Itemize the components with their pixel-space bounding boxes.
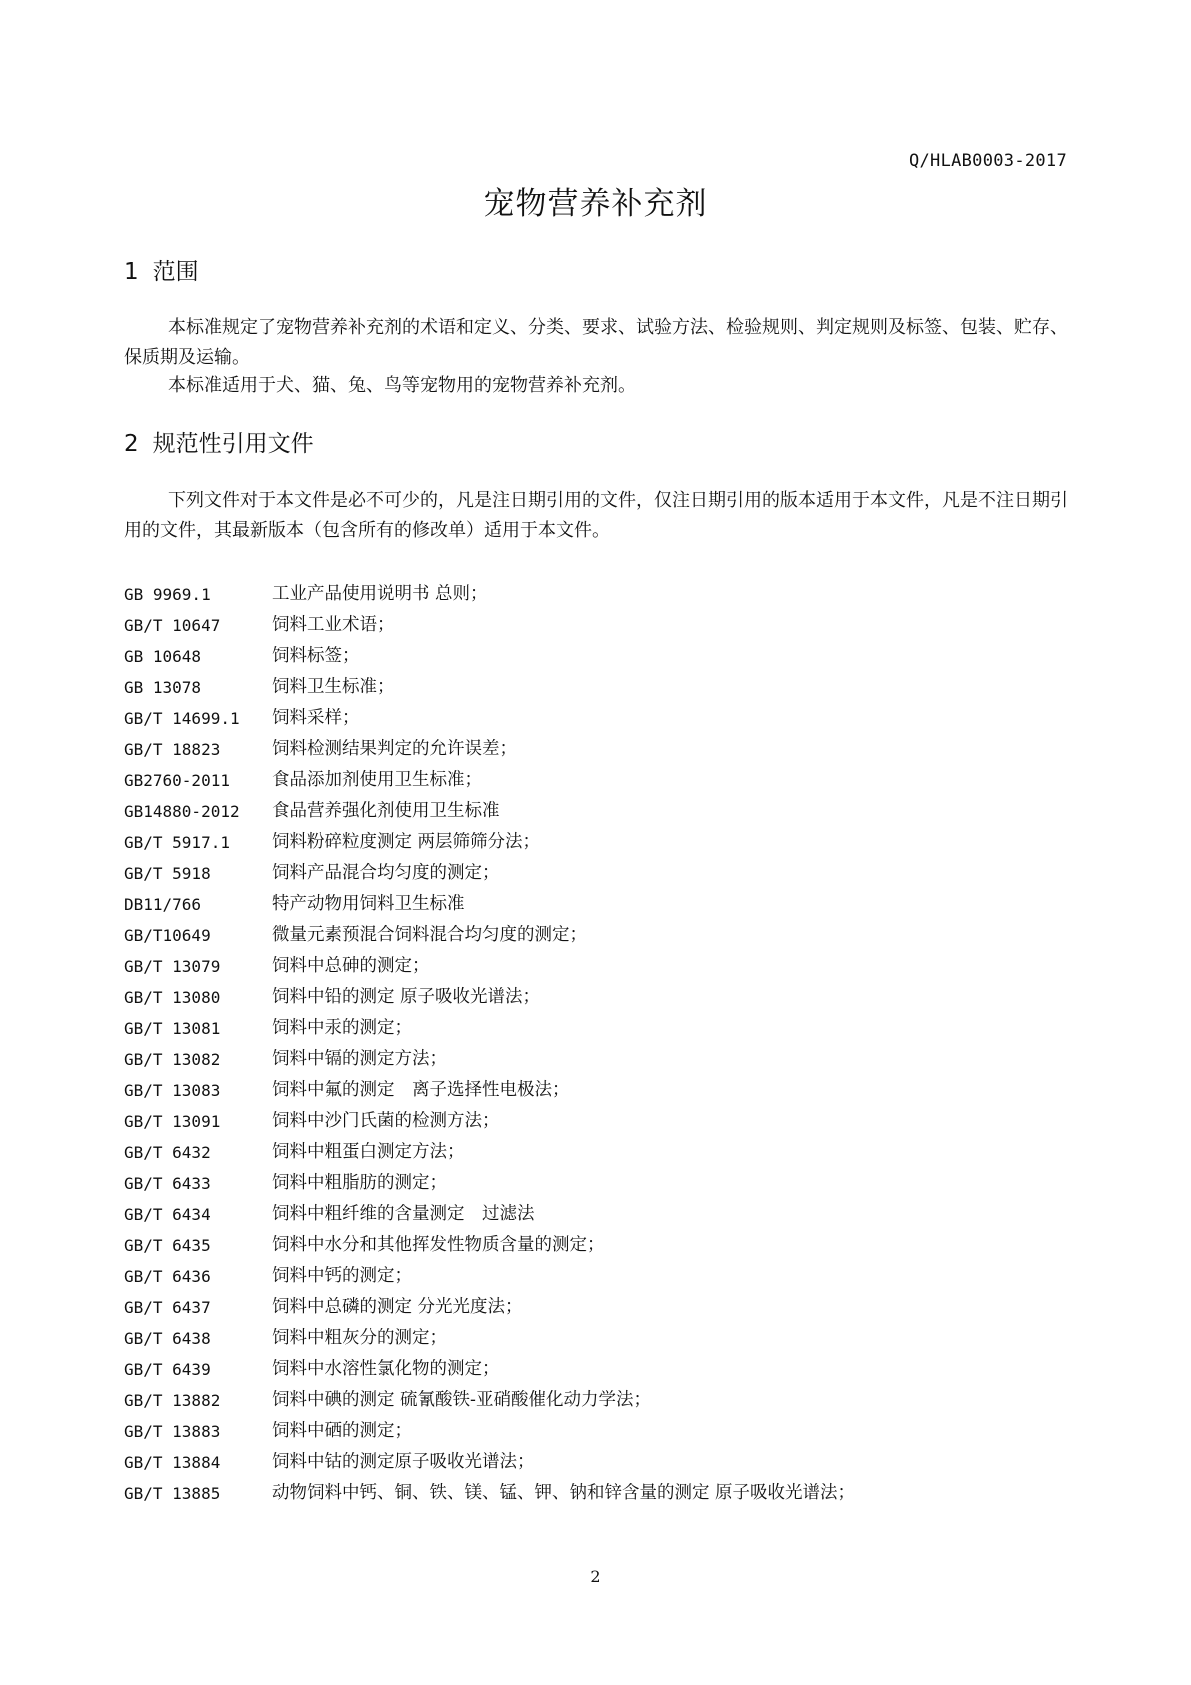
reference-item <box>124 1106 1084 1137</box>
reference-code: GB/T 13882 <box>124 1391 221 1410</box>
reference-item <box>124 579 1084 610</box>
reference-item <box>124 734 1084 765</box>
reference-title: 饲料中总磷的测定 分光光度法； <box>272 1297 523 1317</box>
section-heading-normative-references <box>124 425 314 458</box>
reference-item <box>124 1230 1084 1261</box>
reference-item <box>124 1385 1084 1416</box>
reference-code: GB/T 6434 <box>124 1205 211 1224</box>
reference-code: GB/T 5917.1 <box>124 833 230 852</box>
reference-item <box>124 1354 1084 1385</box>
reference-code: GB/T 6438 <box>124 1329 211 1348</box>
reference-title: 饲料中硒的测定； <box>272 1421 412 1441</box>
page-number: 2 <box>590 1567 601 1586</box>
reference-code: GB/T 13079 <box>124 957 221 976</box>
reference-item <box>124 641 1084 672</box>
reference-code: GB 9969.1 <box>124 585 211 604</box>
reference-item <box>124 951 1084 982</box>
section-heading-scope <box>124 253 199 286</box>
reference-title: 饲料中铅的测定 原子吸收光谱法； <box>272 987 541 1007</box>
reference-title: 饲料中汞的测定； <box>272 1018 412 1038</box>
reference-code: GB/T10649 <box>124 926 211 945</box>
reference-title: 饲料中沙门氏菌的检测方法； <box>272 1111 500 1131</box>
reference-title: 食品营养强化剂使用卫生标准 <box>272 801 500 821</box>
reference-item <box>124 920 1084 951</box>
reference-title: 饲料检测结果判定的允许误差； <box>272 739 517 759</box>
reference-code: GB/T 5918 <box>124 864 211 883</box>
reference-code: GB/T 13091 <box>124 1112 221 1131</box>
reference-title: 饲料中碘的测定 硫氰酸铁-亚硝酸催化动力学法； <box>272 1390 651 1410</box>
reference-item <box>124 982 1084 1013</box>
reference-title: 动物饲料中钙、铜、铁、镁、锰、钾、钠和锌含量的测定 原子吸收光谱法； <box>272 1483 856 1503</box>
reference-title: 饲料中粗灰分的测定； <box>272 1328 447 1348</box>
reference-code: GB/T 13083 <box>124 1081 221 1100</box>
reference-title: 食品添加剂使用卫生标准； <box>272 770 482 790</box>
reference-title: 饲料工业术语； <box>272 615 395 635</box>
reference-title: 工业产品使用说明书 总则； <box>272 584 488 604</box>
reference-code: GB 10648 <box>124 647 202 666</box>
reference-title: 饲料粉碎粒度测定 两层筛筛分法； <box>272 832 541 852</box>
reference-title: 饲料卫生标准； <box>272 677 395 697</box>
reference-code: GB/T 13885 <box>124 1484 221 1503</box>
reference-title: 饲料中水溶性氯化物的测定； <box>272 1359 500 1379</box>
reference-title: 饲料产品混合均匀度的测定； <box>272 863 500 883</box>
document-title: 宠物营养补充剂 <box>483 186 708 222</box>
reference-item <box>124 1292 1084 1323</box>
scope-paragraph-2: 本标准适用于犬、猫、兔、鸟等宠物用的宠物营养补充剂。 <box>168 375 636 396</box>
reference-item <box>124 1478 1084 1509</box>
reference-item <box>124 1416 1084 1447</box>
reference-item <box>124 1075 1084 1106</box>
reference-code: GB/T 10647 <box>124 616 221 635</box>
reference-title: 特产动物用饲料卫生标准 <box>272 894 465 914</box>
reference-code: GB/T 6433 <box>124 1174 211 1193</box>
reference-code: GB/T 6437 <box>124 1298 211 1317</box>
reference-title: 微量元素预混合饲料混合均匀度的测定； <box>272 925 587 945</box>
reference-title: 饲料中总砷的测定； <box>272 956 430 976</box>
section-title: 规范性引用文件 <box>152 431 314 457</box>
reference-title: 饲料中粗蛋白测定方法； <box>272 1142 465 1162</box>
reference-code: DB11/766 <box>124 895 202 914</box>
reference-code: GB/T 6439 <box>124 1360 211 1379</box>
reference-code: GB/T 14699.1 <box>124 709 240 728</box>
reference-title: 饲料中粗纤维的含量测定 过滤法 <box>272 1204 535 1224</box>
reference-item <box>124 703 1084 734</box>
references-intro-paragraph: 下列文件对于本文件是必不可少的，凡是注日期引用的文件，仅注日期引用的版本适用于本文件，凡是不注日期引用的文件，其最新版本（包含所有的修改单）适用于本文件。 <box>124 490 1068 541</box>
reference-code: GB/T 6435 <box>124 1236 211 1255</box>
reference-item <box>124 765 1084 796</box>
reference-code: GB14880-2012 <box>124 802 240 821</box>
reference-code: GB 13078 <box>124 678 202 697</box>
reference-item <box>124 1199 1084 1230</box>
reference-item <box>124 1168 1084 1199</box>
reference-code: GB/T 18823 <box>124 740 221 759</box>
reference-item <box>124 1447 1084 1478</box>
reference-item <box>124 672 1084 703</box>
reference-code: GB/T 13081 <box>124 1019 221 1038</box>
reference-code: GB/T 13080 <box>124 988 221 1007</box>
reference-code: GB/T 6432 <box>124 1143 211 1162</box>
reference-title: 饲料中镉的测定方法； <box>272 1049 447 1069</box>
reference-title: 饲料采样； <box>272 708 360 728</box>
reference-title: 饲料中钙的测定； <box>272 1266 412 1286</box>
reference-item <box>124 889 1084 920</box>
reference-code: GB2760-2011 <box>124 771 230 790</box>
reference-title: 饲料标签； <box>272 646 360 666</box>
reference-item <box>124 1137 1084 1168</box>
reference-title: 饲料中粗脂肪的测定； <box>272 1173 447 1193</box>
reference-item <box>124 1323 1084 1354</box>
section-title: 范围 <box>152 259 199 285</box>
reference-title: 饲料中水分和其他挥发性物质含量的测定； <box>272 1235 605 1255</box>
reference-title: 饲料中氟的测定 离子选择性电极法； <box>272 1080 570 1100</box>
reference-item <box>124 1044 1084 1075</box>
reference-title: 饲料中钴的测定原子吸收光谱法； <box>272 1452 535 1472</box>
reference-code: GB/T 6436 <box>124 1267 211 1286</box>
reference-code: GB/T 13082 <box>124 1050 221 1069</box>
section-number: 1 <box>124 259 139 285</box>
reference-item <box>124 1013 1084 1044</box>
reference-code: GB/T 13883 <box>124 1422 221 1441</box>
reference-item <box>124 1261 1084 1292</box>
scope-paragraph-1: 本标准规定了宠物营养补充剂的术语和定义、分类、要求、试验方法、检验规则、判定规则及标签、包装、贮存、保质期及运输。 <box>124 317 1068 368</box>
reference-item <box>124 610 1084 641</box>
section-number: 2 <box>124 431 139 457</box>
reference-item <box>124 858 1084 889</box>
reference-item <box>124 796 1084 827</box>
reference-code: GB/T 13884 <box>124 1453 221 1472</box>
reference-list <box>124 579 1084 1509</box>
reference-item <box>124 827 1084 858</box>
document-code: Q/HLAB0003-2017 <box>908 151 1067 171</box>
